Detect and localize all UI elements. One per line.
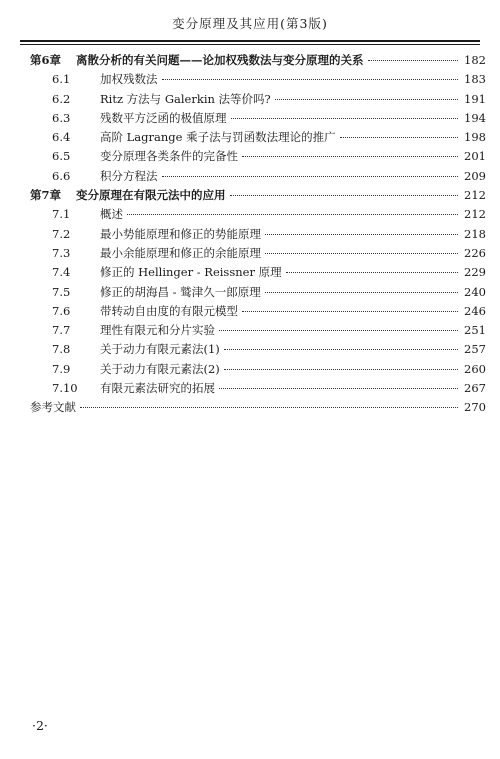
dot-leader (80, 407, 458, 408)
toc-entry-title: 关于动力有限元素法(2) (100, 361, 220, 376)
dot-leader (242, 311, 458, 312)
toc-entry-title: 修正的 Hellinger - Reissner 原理 (100, 265, 282, 280)
dot-leader (368, 60, 459, 61)
toc-entry-title: 最小势能原理和修正的势能原理 (100, 226, 261, 241)
toc-entry-page: 260 (464, 361, 486, 376)
toc-section-row (30, 168, 486, 187)
toc-section-row (30, 148, 486, 167)
toc-entry-number: 6.1 (52, 72, 71, 87)
dot-leader (265, 292, 458, 293)
toc-section-row (30, 264, 486, 283)
dot-leader (219, 330, 458, 331)
toc-entry-page: 246 (464, 303, 486, 318)
toc-entry-title: 带转动自由度的有限元模型 (100, 303, 238, 318)
toc-section-row (30, 341, 486, 360)
dot-leader (224, 349, 458, 350)
toc-entry-title: 参考文献 (30, 400, 76, 415)
dot-leader (219, 388, 458, 389)
toc-entry-title: 积分方程法 (100, 168, 158, 183)
toc-entry-number: 7.2 (52, 226, 71, 241)
toc-entry-title: 关于动力有限元素法(1) (100, 342, 220, 357)
toc-section-row (30, 226, 486, 245)
toc-entry-number: 7.6 (52, 303, 71, 318)
toc-entry-title: 变分原理在有限元法中的应用 (76, 188, 226, 203)
toc-entry-title: Ritz 方法与 Galerkin 法等价吗? (100, 91, 271, 106)
toc-entry-number: 6.5 (52, 149, 71, 164)
toc-section-row (30, 206, 486, 225)
toc-entry-number: 7.9 (52, 361, 71, 376)
toc-entry-page: 191 (464, 91, 486, 106)
dot-leader (162, 176, 459, 177)
toc-entry-title: 变分原理各类条件的完备性 (100, 149, 238, 164)
toc-entry-page: 226 (464, 245, 486, 260)
toc-entry-page: 201 (464, 149, 486, 164)
toc-entry-page: 209 (464, 168, 486, 183)
dot-leader (127, 214, 458, 215)
dot-leader (340, 137, 458, 138)
table-of-contents (30, 52, 486, 419)
toc-section-row (30, 303, 486, 322)
toc-entry-number: 7.10 (52, 381, 78, 396)
toc-entry-number: 7.7 (52, 323, 71, 338)
toc-entry-page: 257 (464, 342, 486, 357)
toc-entry-title: 离散分析的有关问题——论加权残数法与变分原理的关系 (76, 53, 364, 67)
toc-entry-page: 218 (464, 226, 486, 241)
toc-chapter-row (30, 187, 486, 206)
toc-entry-title: 理性有限元和分片实验 (100, 323, 215, 338)
toc-entry-title: 高阶 Lagrange 乘子法与罚函数法理论的推广 (100, 130, 336, 145)
toc-entry-page: 194 (464, 110, 486, 125)
toc-section-row (30, 71, 486, 90)
running-header (20, 14, 480, 42)
dot-leader (265, 234, 458, 235)
toc-entry-page: 251 (464, 323, 486, 338)
toc-entry-number: 第6章 (30, 53, 62, 67)
dot-leader (275, 99, 458, 100)
toc-entry-page: 212 (464, 207, 486, 222)
toc-entry-title: 有限元素法研究的拓展 (100, 381, 215, 396)
toc-entry-number: 6.3 (52, 110, 71, 125)
dot-leader (162, 79, 459, 80)
toc-entry-title: 修正的胡海昌 - 鹫津久一郎原理 (100, 284, 261, 299)
dot-leader (265, 253, 458, 254)
toc-section-row (30, 91, 486, 110)
toc-entry-title: 概述 (100, 207, 123, 222)
toc-entry-page: 183 (464, 72, 486, 87)
toc-entry-page: 182 (464, 53, 486, 67)
toc-section-row (30, 129, 486, 148)
dot-leader (230, 195, 459, 196)
toc-section-row (30, 110, 486, 129)
toc-entry-page: 198 (464, 130, 486, 145)
toc-entry-page: 240 (464, 284, 486, 299)
toc-entry-title: 最小余能原理和修正的余能原理 (100, 245, 261, 260)
toc-entry-number: 6.6 (52, 168, 71, 183)
toc-entry-number: 7.3 (52, 245, 71, 260)
book-title: 变分原理及其应用(第3版) (172, 16, 328, 31)
toc-section-row (30, 245, 486, 264)
toc-section-row (30, 284, 486, 303)
toc-entry-page: 212 (464, 188, 486, 203)
toc-entry-number: 6.4 (52, 130, 71, 145)
toc-entry-title: 加权残数法 (100, 72, 158, 87)
toc-chapter-row (30, 52, 486, 71)
dot-leader (242, 156, 458, 157)
toc-section-row (30, 380, 486, 399)
toc-entry-page: 229 (464, 265, 486, 280)
toc-entry-number: 第7章 (30, 188, 62, 203)
toc-entry-page: 270 (464, 400, 486, 415)
toc-entry-number: 7.4 (52, 265, 71, 280)
page-number: ·2· (32, 718, 48, 733)
toc-entry-number: 7.5 (52, 284, 71, 299)
toc-entry-number: 6.2 (52, 91, 71, 106)
toc-section-row (30, 322, 486, 341)
toc-section-row (30, 361, 486, 380)
toc-entry-title: 残数平方泛函的极值原理 (100, 110, 227, 125)
toc-entry-number: 7.8 (52, 342, 71, 357)
dot-leader (286, 272, 458, 273)
toc-references-row (30, 399, 486, 418)
toc-entry-number: 7.1 (52, 207, 71, 222)
toc-entry-page: 267 (464, 381, 486, 396)
dot-leader (231, 118, 459, 119)
dot-leader (224, 369, 458, 370)
